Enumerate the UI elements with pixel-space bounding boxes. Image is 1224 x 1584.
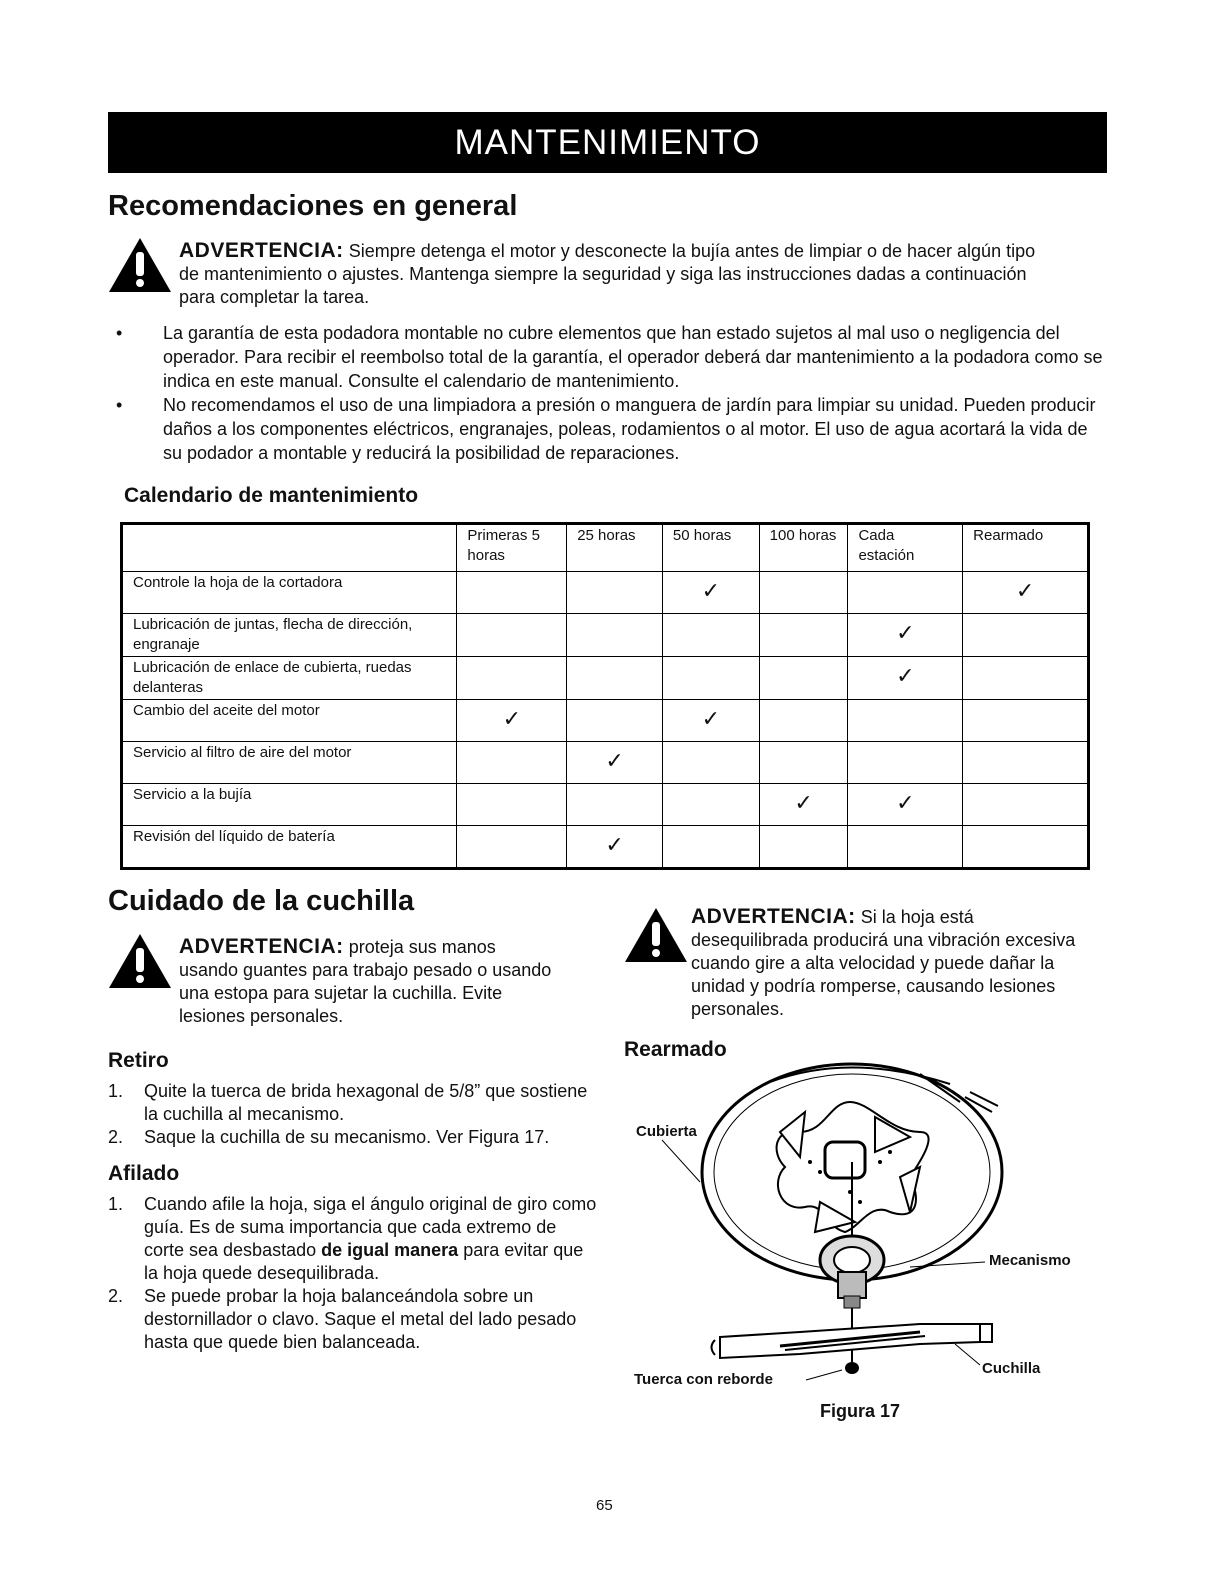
warning-line: Siempre detenga el motor y desconecte la bujía antes de limpiar o de hacer algún tipo bbox=[348, 241, 1036, 261]
empty-cell bbox=[759, 700, 848, 742]
task-cell: Lubricación de juntas, flecha de dirección, engranaje bbox=[122, 614, 457, 657]
bullet-item: • La garantía de esta podadora montable no cubre elementos que han estado sujetos al mal uso o negligencia del operador. Para recibir el reembolso total de la garantía, el operador deberá dar mantenimiento a la podadora como se indica en este manual. Consulte el calendario de mantenimiento. bbox=[108, 321, 1108, 393]
afilado-title: Afilado bbox=[108, 1162, 180, 1185]
empty-cell bbox=[963, 784, 1089, 826]
empty-cell bbox=[848, 700, 963, 742]
task-cell: Controle la hoja de la cortadora bbox=[122, 572, 457, 614]
warning-line: lesiones personales. bbox=[179, 1006, 344, 1026]
check-mark-icon: ✓ bbox=[457, 700, 567, 742]
list-item: 1. Cuando afile la hoja, siga el ángulo original de giro como guía. Es de suma importancia que cada extremo de corte sea desbastado de igual manera para evitar que la hoja quede desequilibrada. bbox=[108, 1194, 597, 1283]
table-header-row bbox=[122, 524, 1089, 572]
warning-general bbox=[179, 239, 1109, 309]
check-mark-icon: ✓ bbox=[759, 784, 848, 826]
table-row bbox=[122, 572, 1089, 614]
empty-cell bbox=[662, 826, 759, 869]
check-mark-icon: ✓ bbox=[963, 572, 1089, 614]
warning-line: Si la hoja está bbox=[860, 907, 974, 927]
warning-line: para completar la tarea. bbox=[179, 287, 370, 307]
check-mark-icon: ✓ bbox=[848, 614, 963, 657]
header-cell: Cada estación bbox=[848, 524, 963, 572]
empty-cell bbox=[759, 572, 848, 614]
empty-cell bbox=[963, 742, 1089, 784]
label-cubierta: Cubierta bbox=[636, 1123, 697, 1140]
page-banner: MANTENIMIENTO bbox=[108, 112, 1107, 173]
empty-cell bbox=[567, 700, 663, 742]
check-mark-icon: ✓ bbox=[567, 742, 663, 784]
empty-cell bbox=[457, 614, 567, 657]
warning-icon bbox=[107, 236, 173, 294]
figure-17-illustration bbox=[620, 1062, 1100, 1392]
check-mark-icon: ✓ bbox=[567, 826, 663, 869]
rearmado-title: Rearmado bbox=[624, 1038, 727, 1061]
warning-line: usando guantes para trabajo pesado o usando bbox=[179, 960, 552, 980]
check-mark-icon: ✓ bbox=[848, 657, 963, 700]
table-row bbox=[122, 700, 1089, 742]
retiro-title: Retiro bbox=[108, 1049, 169, 1072]
table-row bbox=[122, 826, 1089, 869]
empty-cell bbox=[963, 614, 1089, 657]
warning-label: ADVERTENCIA: bbox=[179, 935, 344, 958]
task-cell: Servicio a la bujía bbox=[122, 784, 457, 826]
section-title-general: Recomendaciones en general bbox=[108, 190, 518, 222]
empty-cell bbox=[848, 572, 963, 614]
task-cell: Revisión del líquido de batería bbox=[122, 826, 457, 869]
spindle-mechanism bbox=[820, 1236, 884, 1308]
afilado-steps bbox=[108, 1193, 598, 1354]
warning-label: ADVERTENCIA: bbox=[179, 239, 344, 262]
table-row bbox=[122, 657, 1089, 700]
step-text: Se puede probar la hoja balanceándola sobre un destornillador o clavo. Saque el metal del lado pesado hasta que quede bien balanceada. bbox=[144, 1286, 577, 1352]
warning-line: proteja sus manos bbox=[348, 937, 496, 957]
empty-cell bbox=[963, 700, 1089, 742]
warning-line: unidad y podría romperse, causando lesiones bbox=[691, 976, 1056, 996]
empty-cell bbox=[759, 657, 848, 700]
header-cell: Primeras 5 horas bbox=[457, 524, 567, 572]
step-text: Cuando afile la hoja, siga el ángulo original de giro como guía. Es de suma importancia que cada extremo de corte sea desbastado bbox=[144, 1194, 597, 1260]
empty-cell bbox=[457, 784, 567, 826]
step-text: Saque la cuchilla de su mecanismo. Ver Figura 17. bbox=[144, 1127, 550, 1147]
header-cell: 50 horas bbox=[662, 524, 759, 572]
bullet-item: • No recomendamos el uso de una limpiadora a presión o manguera de jardín para limpiar su unidad. Pueden producir daños a los componentes eléctricos, engranajes, poleas, rodamientos o al motor. El uso de agua acortará la vida de su podador a montable y reducirá la posibilidad de reparaciones. bbox=[108, 393, 1108, 465]
empty-cell bbox=[567, 614, 663, 657]
empty-cell bbox=[567, 657, 663, 700]
empty-cell bbox=[457, 826, 567, 869]
empty-cell bbox=[848, 826, 963, 869]
check-mark-icon: ✓ bbox=[662, 700, 759, 742]
label-cuchilla: Cuchilla bbox=[982, 1360, 1041, 1377]
check-mark-icon: ✓ bbox=[848, 784, 963, 826]
task-cell: Servicio al filtro de aire del motor bbox=[122, 742, 457, 784]
warning-line: cuando gire a alta velocidad y puede dañar la bbox=[691, 953, 1055, 973]
warning-imbalance bbox=[691, 905, 1121, 1021]
empty-cell bbox=[662, 657, 759, 700]
flange-nut bbox=[845, 1362, 859, 1374]
maintenance-schedule-table bbox=[120, 522, 1090, 870]
label-mecanismo: Mecanismo bbox=[989, 1252, 1071, 1269]
empty-cell bbox=[567, 784, 663, 826]
warning-line: una estopa para sujetar la cuchilla. Evite bbox=[179, 983, 503, 1003]
empty-cell bbox=[662, 614, 759, 657]
empty-cell bbox=[457, 657, 567, 700]
warning-line: desequilibrada producirá una vibración excesiva bbox=[691, 930, 1076, 950]
step-text: para evitar que la hoja quede desequilibrada. bbox=[144, 1240, 584, 1283]
empty-cell bbox=[759, 742, 848, 784]
warning-icon bbox=[623, 906, 689, 964]
task-cell: Lubricación de enlace de cubierta, ruedas delanteras bbox=[122, 657, 457, 700]
empty-cell bbox=[963, 826, 1089, 869]
figure-caption: Figura 17 bbox=[820, 1401, 901, 1421]
empty-cell bbox=[848, 742, 963, 784]
general-bullet-list bbox=[108, 321, 1108, 465]
empty-cell bbox=[662, 784, 759, 826]
warning-line: de mantenimiento o ajustes. Mantenga siempre la seguridad y siga las instrucciones dadas a continuación bbox=[179, 264, 1027, 284]
section-title-blade-care: Cuidado de la cuchilla bbox=[108, 885, 415, 917]
header-cell: 100 horas bbox=[759, 524, 848, 572]
header-cell: Rearmado bbox=[963, 524, 1089, 572]
check-mark-icon: ✓ bbox=[662, 572, 759, 614]
empty-cell bbox=[457, 742, 567, 784]
list-item: 1. Quite la tuerca de brida hexagonal de 5/8” que sostiene la cuchilla al mecanismo. bbox=[108, 1081, 588, 1124]
empty-cell bbox=[567, 572, 663, 614]
list-item: 2. Se puede probar la hoja balanceándola sobre un destornillador o clavo. Saque el metal del lado pesado hasta que quede bien balanceada. bbox=[108, 1286, 577, 1352]
table-row bbox=[122, 614, 1089, 657]
empty-cell bbox=[457, 572, 567, 614]
empty-cell bbox=[759, 614, 848, 657]
table-row bbox=[122, 784, 1089, 826]
empty-cell bbox=[662, 742, 759, 784]
step-emphasis: de igual manera bbox=[321, 1240, 459, 1260]
schedule-title: Calendario de mantenimiento bbox=[124, 484, 419, 507]
list-item: 2. Saque la cuchilla de su mecanismo. Ver Figura 17. bbox=[108, 1127, 550, 1147]
empty-cell bbox=[759, 826, 848, 869]
warning-icon bbox=[107, 932, 173, 990]
step-text: Quite la tuerca de brida hexagonal de 5/8” que sostiene la cuchilla al mecanismo. bbox=[144, 1081, 588, 1124]
header-cell: 25 horas bbox=[567, 524, 663, 572]
table-row bbox=[122, 742, 1089, 784]
warning-line: personales. bbox=[691, 999, 785, 1019]
warning-blade-care bbox=[179, 935, 599, 1028]
warning-label: ADVERTENCIA: bbox=[691, 905, 856, 928]
task-cell: Cambio del aceite del motor bbox=[122, 700, 457, 742]
page-number: 65 bbox=[596, 1497, 613, 1514]
retiro-steps bbox=[108, 1080, 598, 1149]
empty-cell bbox=[963, 657, 1089, 700]
label-tuerca: Tuerca con reborde bbox=[634, 1371, 773, 1388]
header-cell bbox=[122, 524, 457, 572]
